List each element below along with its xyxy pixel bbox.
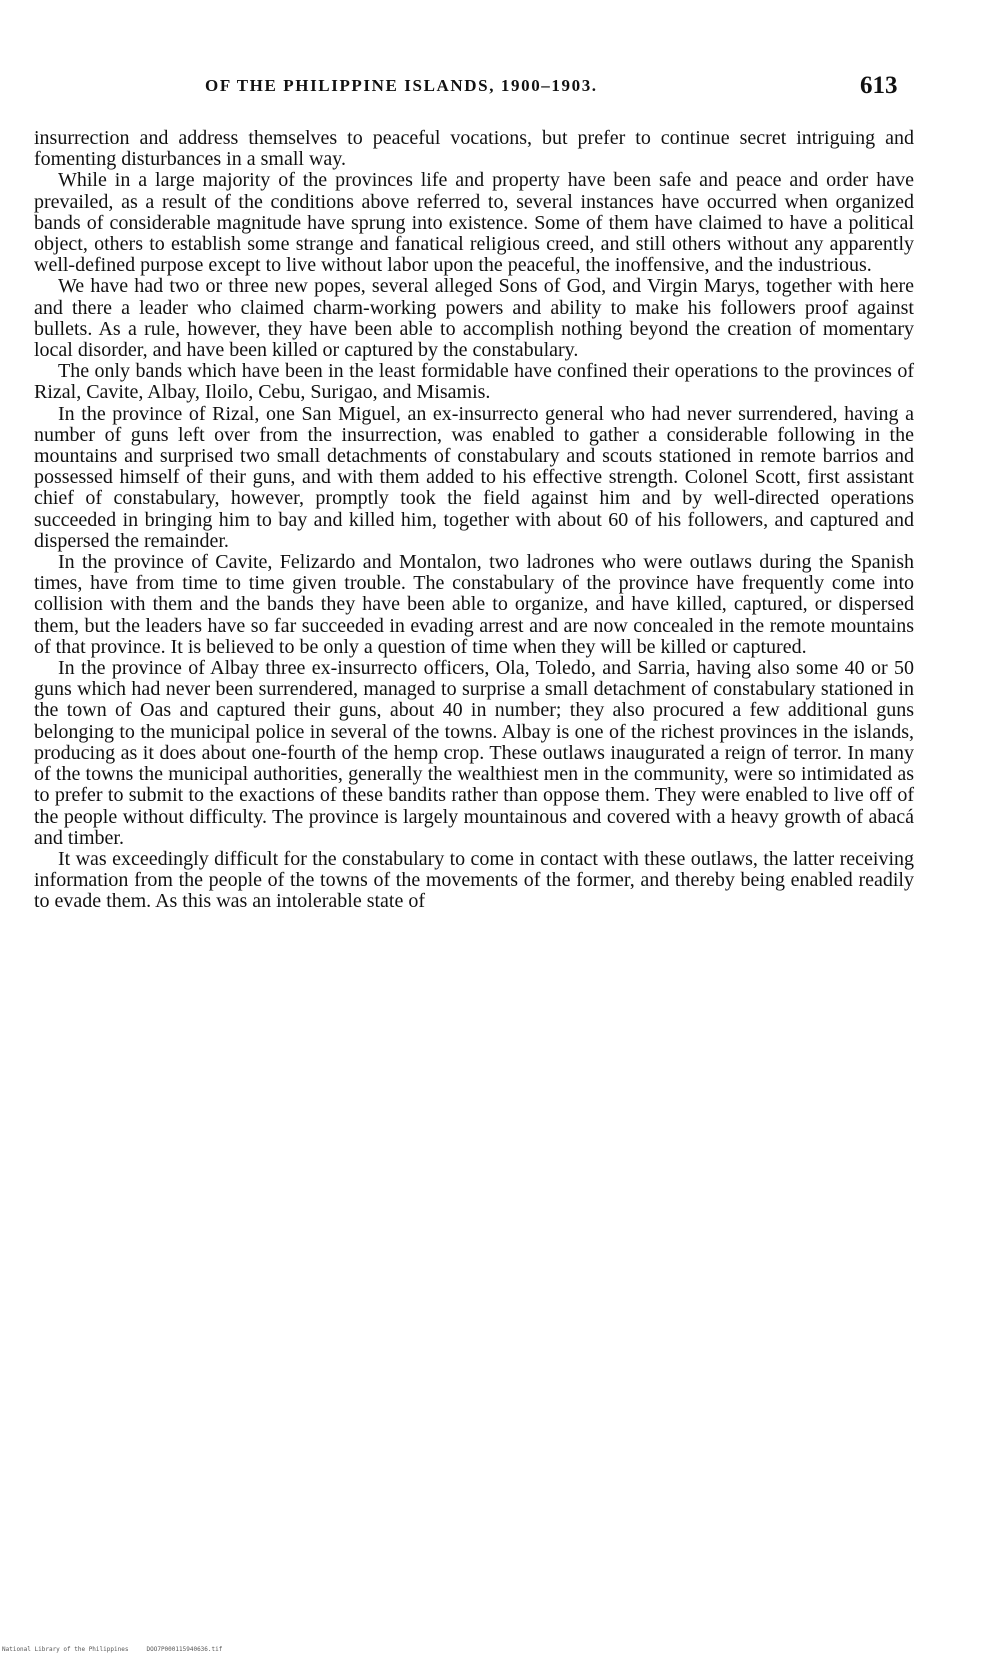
footer-file: DOO7P000115940636.tif (146, 1646, 223, 1653)
paragraph: We have had two or three new popes, several alleged Sons of God, and Virgin Marys, together with here and there a leader who claimed charm-working powers and ability to make his followers proof against bullets. As a rule, however, they have been able to accomplish nothing beyond the creation of momentary local disorder, and have been killed or captured by the constabulary. (34, 275, 914, 362)
paragraph: In the province of Rizal, one San Miguel, an ex-insurrecto general who had never surrendered, having a number of guns left over from the insurrection, was enabled to gather a considerable following in the mountains and surprised two small detachments of constabulary and scouts stationed in remote barrios and possessed himself of their guns, and with them added to his effective strength. Colonel Scott, first assistant chief of constabulary, however, promptly took the field against him and by well-directed operations succeeded in bringing him to bay and killed him, together with about 60 of his followers, and captured and dispersed the remainder. (34, 402, 914, 552)
scan-footer (2, 1646, 222, 1653)
running-title: OF THE PHILIPPINE ISLANDS, 1900–1903. (205, 76, 598, 95)
body-text (34, 128, 914, 913)
paragraph: The only bands which have been in the least formidable have confined their operations to the provinces of Rizal, Cavite, Albay, Iloilo, Cebu, Surigao, and Misamis. (34, 360, 914, 404)
paragraph: In the province of Albay three ex-insurrecto officers, Ola, Toledo, and Sarria, having also some 40 or 50 guns which had never been surrendered, managed to surprise a small detachment of constabulary stationed in the town of Oas and captured their guns, about 40 in number; they also procured a few additional guns belonging to the municipal police in several of the towns. Albay is one of the richest provinces in the islands, producing as it does about one-fourth of the hemp crop. These outlaws inaugurated a reign of terror. In many of the towns the municipal authorities, generally the wealthiest men in the community, were so intimidated as to prefer to submit to the exactions of these bandits rather than oppose them. They were enabled to live off of the people without difficulty. The province is largely mountainous and covered with a heavy growth of abacá and timber. (34, 657, 914, 849)
paragraph: While in a large majority of the provinces life and property have been safe and peace and order have prevailed, as a result of the conditions above referred to, several instances have occurred when organized bands of considerable magnitude have sprung into existence. Some of them have claimed to have a political object, others to establish some strange and fanatical religious creed, and still others without any apparently well-defined purpose except to live without labor upon the peaceful, the inoffensive, and the industrious. (34, 169, 914, 277)
paragraph: insurrection and address themselves to peaceful vocations, but prefer to continue secret intriguing and fomenting disturbances in a small way. (34, 127, 914, 171)
footer-library: National Library of the Philippines (2, 1646, 129, 1653)
paragraph: In the province of Cavite, Felizardo and Montalon, two ladrones who were outlaws during the Spanish times, have from time to time given trouble. The constabulary of the province have frequently come into collision with them and the bands they have been able to organize, and have killed, captured, or dispersed them, but the leaders have so far succeeded in evading arrest and are now concealed in the remote mountains of that province. It is believed to be only a question of time when they will be killed or captured. (34, 551, 914, 658)
paragraph: It was exceedingly difficult for the constabulary to come in contact with these outlaws, the latter receiving information from the people of the towns of the movements of the former, and thereby being enabled readily to evade them. As this was an intolerable state of (34, 847, 914, 913)
page-number: 613 (860, 72, 898, 99)
running-head (0, 72, 990, 106)
